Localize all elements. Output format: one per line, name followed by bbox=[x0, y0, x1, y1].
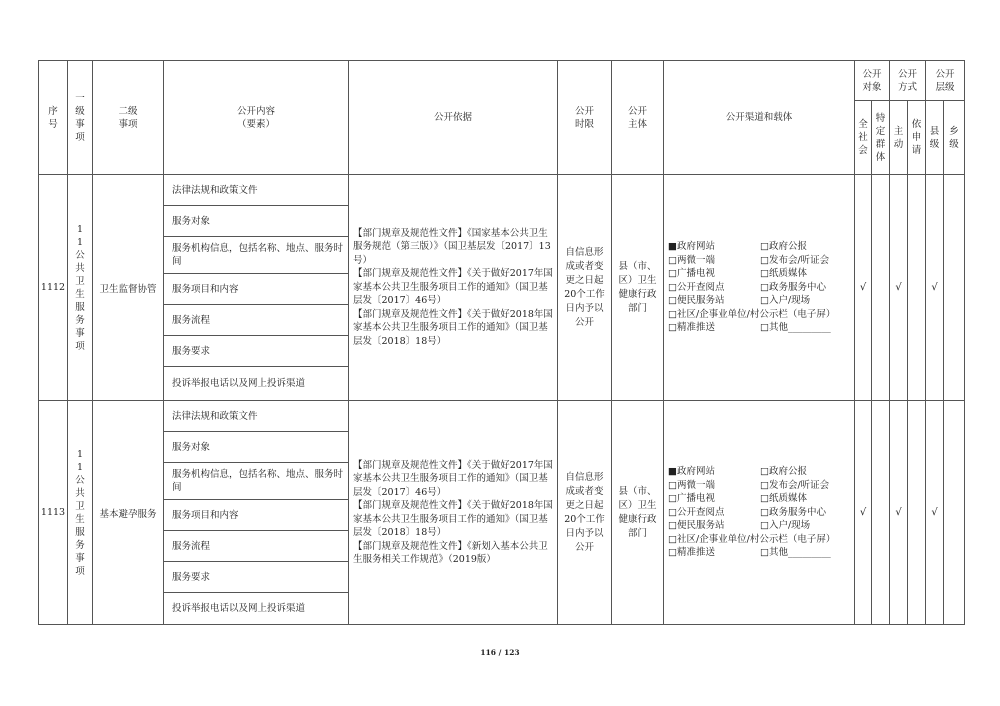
check-target-all: √ bbox=[855, 175, 872, 401]
channel-option: □入户/现场 bbox=[760, 295, 811, 307]
row-basis bbox=[349, 401, 558, 625]
header-target-specific: 特定群体 bbox=[872, 101, 890, 175]
header-level1: 一级事项 bbox=[68, 61, 93, 175]
channel-option: □入户/现场 bbox=[760, 520, 811, 532]
content-item: 服务对象 bbox=[164, 432, 349, 463]
table-row bbox=[39, 401, 965, 432]
check-level-township bbox=[944, 175, 965, 401]
row-level2: 卫生监督协管 bbox=[93, 175, 164, 401]
channel-option: □政务服务中心 bbox=[760, 281, 826, 293]
header-method-group: 公开方式 bbox=[890, 61, 926, 101]
content-item: 服务项目和内容 bbox=[164, 500, 349, 531]
row-time-limit: 自信息形成或者变更之日起20个工作日内予以公开 bbox=[558, 401, 612, 625]
channel-option: □广播电视 bbox=[668, 268, 715, 280]
channel-option: □两微一端 bbox=[668, 479, 715, 491]
header-level-group: 公开层级 bbox=[926, 61, 965, 101]
content-item: 服务要求 bbox=[164, 562, 349, 593]
channel-option: □政府公报 bbox=[760, 241, 807, 253]
channel-option: □纸质媒体 bbox=[760, 268, 807, 280]
content-item: 服务流程 bbox=[164, 531, 349, 562]
channel-option: □政府公报 bbox=[760, 466, 807, 478]
basis-item: 【部门规章及规范性文件】《关于做好2017年国家基本公共卫生服务项目工作的通知》（国卫基层发〔2017〕46号） bbox=[353, 268, 553, 307]
channel-option: □两微一端 bbox=[668, 254, 715, 266]
content-item: 服务机构信息，包括名称、地点、服务时间 bbox=[164, 463, 349, 500]
channel-option: □精准推送 bbox=[668, 322, 715, 334]
header-target-all: 全社会 bbox=[855, 101, 872, 175]
check-target-specific bbox=[872, 175, 890, 401]
header-seq: 序号 bbox=[39, 61, 68, 175]
check-target-specific bbox=[872, 401, 890, 625]
channel-option: □发布会/听证会 bbox=[760, 479, 830, 491]
row-channels bbox=[664, 175, 855, 401]
basis-item: 【部门规章及规范性文件】《关于做好2018年国家基本公共卫生服务项目工作的通知》（国卫基层发〔2018〕18号） bbox=[353, 308, 553, 347]
table-row bbox=[39, 175, 965, 206]
row-basis bbox=[349, 175, 558, 401]
header-method-request: 依申请 bbox=[908, 101, 926, 175]
row-level1: 11公共卫生服务事项 bbox=[68, 175, 93, 401]
channel-option: □公开查阅点 bbox=[668, 281, 725, 293]
channel-option: □广播电视 bbox=[668, 493, 715, 505]
header-target-group: 公开对象 bbox=[855, 61, 890, 101]
content-item: 服务要求 bbox=[164, 336, 349, 367]
channel-option: ■政府网站 bbox=[668, 466, 715, 478]
check-level-township bbox=[944, 401, 965, 625]
basis-item: 【部门规章及规范性文件】《国家基本公共卫生服务规范（第三版）》（国卫基层发〔2017〕13号） bbox=[353, 227, 551, 266]
row-subject: 县（市、区）卫生健康行政部门 bbox=[612, 401, 664, 625]
channel-option: □便民服务站 bbox=[668, 520, 725, 532]
channel-option: □社区/企事业单位/村公示栏（电子屏） bbox=[668, 533, 836, 545]
check-level-county: √ bbox=[926, 401, 944, 625]
channel-option: □便民服务站 bbox=[668, 295, 725, 307]
header-level-township: 乡级 bbox=[944, 101, 965, 175]
header-method-active: 主动 bbox=[890, 101, 908, 175]
channel-option: □公开查阅点 bbox=[668, 506, 725, 518]
channel-option: □其他_________ bbox=[760, 547, 831, 559]
row-subject: 县（市、区）卫生健康行政部门 bbox=[612, 175, 664, 401]
row-channels bbox=[664, 401, 855, 625]
header-basis: 公开依据 bbox=[349, 61, 558, 175]
row-level1: 11公共卫生服务事项 bbox=[68, 401, 93, 625]
channel-option: □纸质媒体 bbox=[760, 493, 807, 505]
basis-item: 【部门规章及规范性文件】《关于做好2018年国家基本公共卫生服务项目工作的通知》（国卫基层发〔2018〕18号） bbox=[353, 500, 553, 538]
check-method-request bbox=[908, 401, 926, 625]
channel-option: ■政府网站 bbox=[668, 241, 715, 253]
check-level-county: √ bbox=[926, 175, 944, 401]
header-channels: 公开渠道和载体 bbox=[664, 61, 855, 175]
channel-option: □发布会/听证会 bbox=[760, 254, 830, 266]
row-seq: 1112 bbox=[39, 175, 68, 401]
check-method-request bbox=[908, 175, 926, 401]
channel-option: □精准推送 bbox=[668, 547, 715, 559]
basis-item: 【部门规章及规范性文件】《新划入基本公共卫生服务相关工作规范》（2019版） bbox=[353, 540, 548, 565]
check-method-active: √ bbox=[890, 401, 908, 625]
content-item: 服务对象 bbox=[164, 206, 349, 237]
check-target-all: √ bbox=[855, 401, 872, 625]
channel-option: □政务服务中心 bbox=[760, 506, 826, 518]
disclosure-table bbox=[38, 60, 965, 625]
page-number: 116 / 123 bbox=[480, 648, 520, 657]
header-level2: 二级事项 bbox=[93, 61, 164, 175]
header-subject: 公开主体 bbox=[612, 61, 664, 175]
header-level-county: 县级 bbox=[926, 101, 944, 175]
check-method-active: √ bbox=[890, 175, 908, 401]
content-item: 投诉举报电话以及网上投诉渠道 bbox=[164, 593, 349, 625]
row-time-limit: 自信息形成或者变更之日起20个工作日内予以公开 bbox=[558, 175, 612, 401]
content-item: 投诉举报电话以及网上投诉渠道 bbox=[164, 367, 349, 401]
content-item: 法律法规和政策文件 bbox=[164, 401, 349, 432]
header-time-limit: 公开时限 bbox=[558, 61, 612, 175]
content-item: 服务机构信息，包括名称、地点、服务时间 bbox=[164, 237, 349, 274]
channel-option: □社区/企事业单位/村公示栏（电子屏） bbox=[668, 308, 836, 320]
header-content: 公开内容 （要素） bbox=[164, 61, 349, 175]
content-item: 服务项目和内容 bbox=[164, 274, 349, 305]
basis-item: 【部门规章及规范性文件】《关于做好2017年国家基本公共卫生服务项目工作的通知》（国卫基层发〔2017〕46号） bbox=[353, 459, 553, 498]
row-seq: 1113 bbox=[39, 401, 68, 625]
content-item: 服务流程 bbox=[164, 305, 349, 336]
channel-option: □其他_________ bbox=[760, 322, 831, 334]
row-level2: 基本避孕服务 bbox=[93, 401, 164, 625]
content-item: 法律法规和政策文件 bbox=[164, 175, 349, 206]
